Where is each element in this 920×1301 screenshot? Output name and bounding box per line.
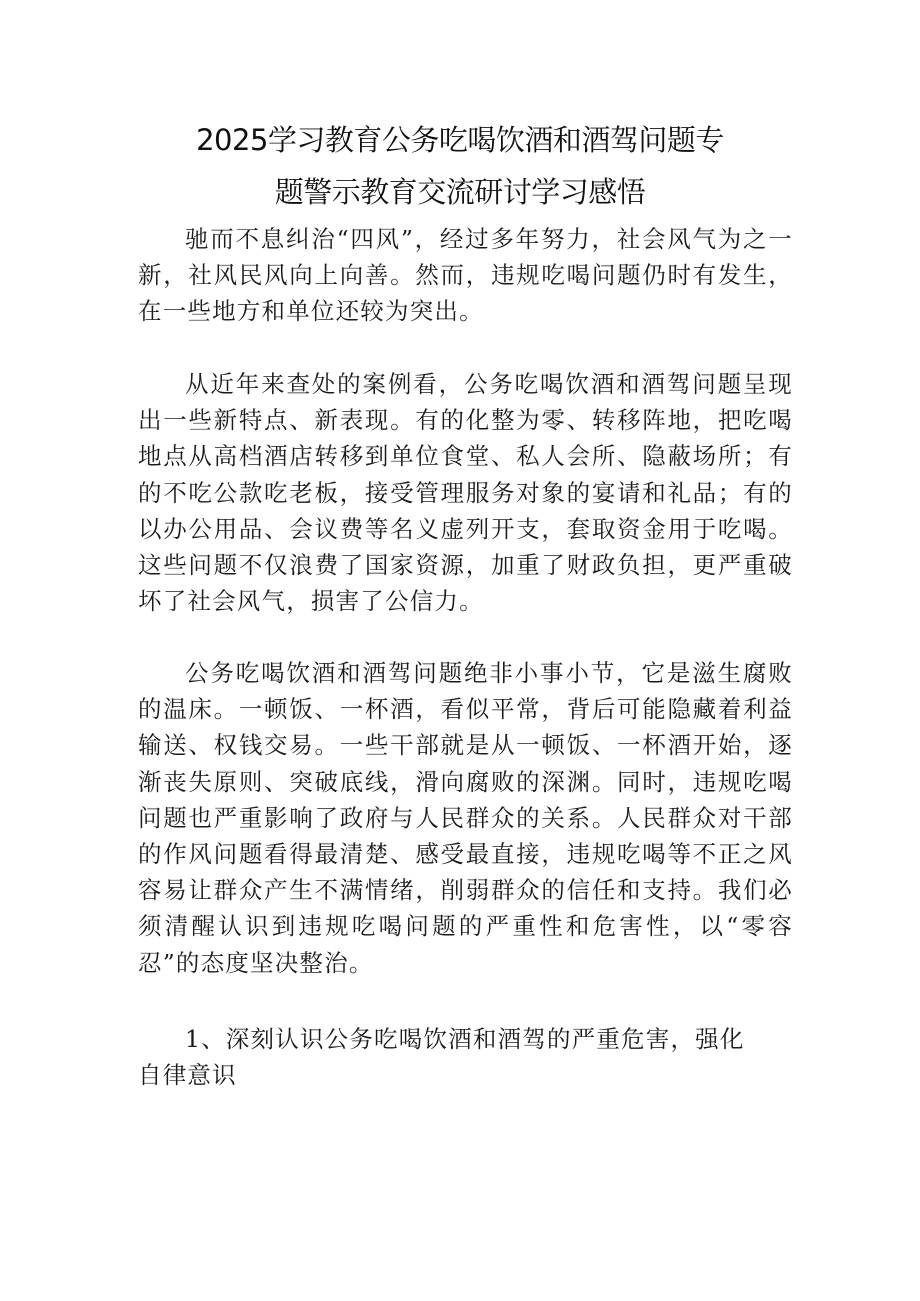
paragraph-intro: 驰而不息纠治“四风”，经过多年努力，社会风气为之一新，社风民风向上向善。然而，违规吃喝问题仍时有发生，在一些地方和单位还较为突出。: [138, 225, 793, 326]
paragraph-cases: 从近年来查处的案例看，公务吃喝饮酒和酒驾问题呈现出一些新特点、新表现。有的化整为零、转移阵地，把吃喝地点从高档酒店转移到单位食堂、私人会所、隐蔽场所；有的不吃公款吃老板，接受管理服务对象的宴请和礼品；有的以办公用品、会议费等名义虚列开支，套取资金用于吃喝。这些问题不仅浪费了国家资源，加重了财政负担，更严重破坏了社会风气，损害了公信力。: [138, 370, 793, 616]
document-title-line-1: 2025学习教育公务吃喝饮酒和酒驾问题专: [196, 123, 724, 157]
document-title-line-2: 题警示教育交流研讨学习感悟: [274, 175, 646, 209]
section-heading-1: 1、深刻认识公务吃喝饮酒和酒驾的严重危害，强化自律意识: [138, 1025, 745, 1090]
paragraph-harm: 公务吃喝饮酒和酒驾问题绝非小事小节，它是滋生腐败的温床。一顿饭、一杯酒，看似平常，背后可能隐藏着利益输送、权钱交易。一些干部就是从一顿饭、一杯酒开始，逐渐丧失原则、突破底线，滑向腐败的深渊。同时，违规吃喝问题也严重影响了政府与人民群众的关系。人民群众对干部的作风问题看得最清楚、感受最直接，违规吃喝等不正之风容易让群众产生不满情绪，削弱群众的信任和支持。我们必须清醒认识到违规吃喝问题的严重性和危害性，以“零容忍”的态度坚决整治。: [138, 659, 793, 977]
